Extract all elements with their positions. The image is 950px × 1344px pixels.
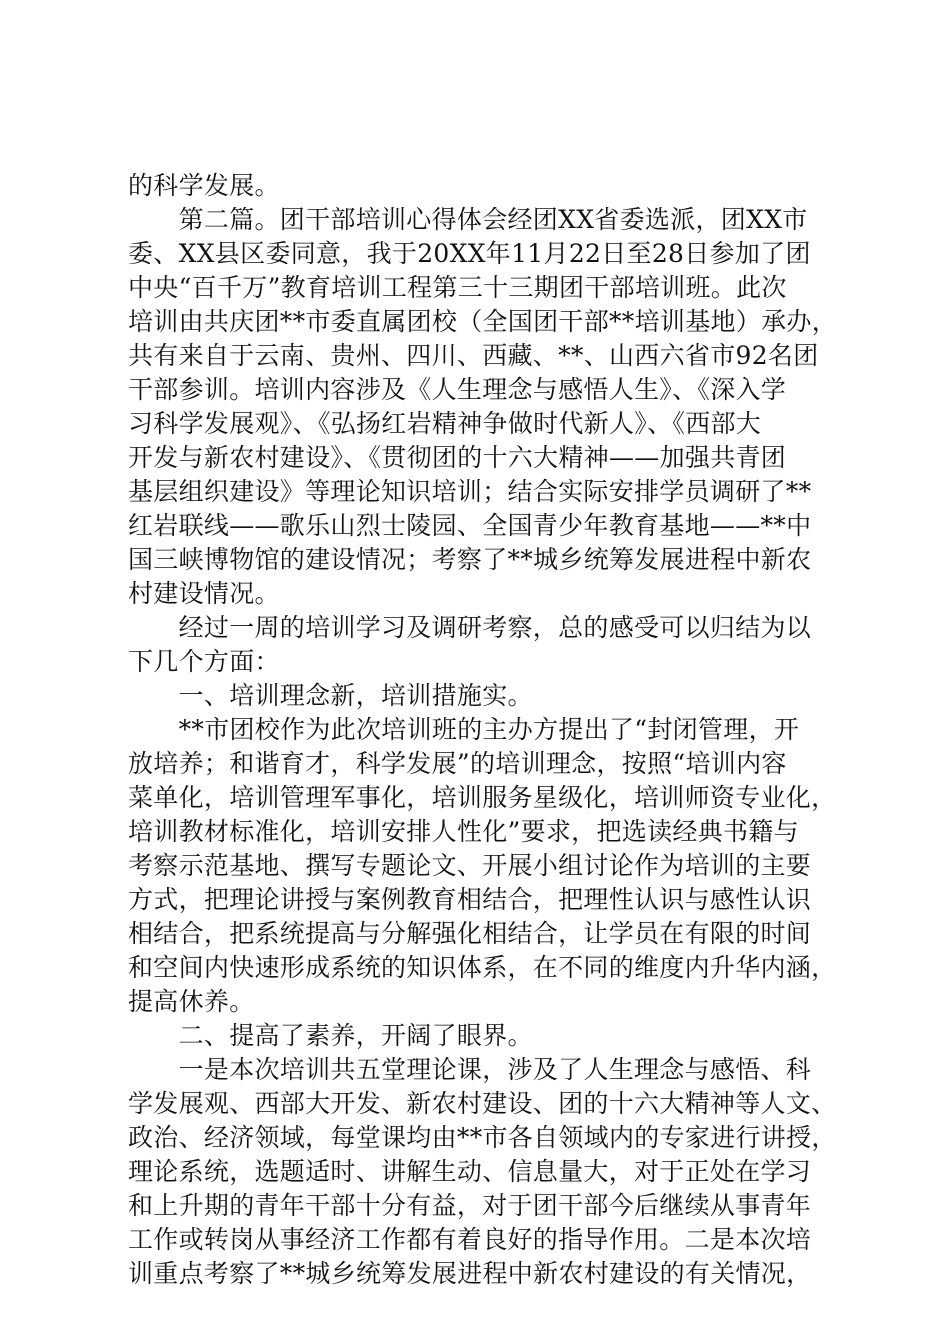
text-line: 中央“百千万”教育培训工程第三十三期团干部培训班。此次	[128, 273, 787, 302]
section-heading: 一、培训理念新，培训措施实。	[128, 681, 533, 710]
text-line: 学发展观、西部大开发、新农村建设、团的十六大精神等人文、	[128, 1089, 837, 1118]
text-line: 政治、经济领域，每堂课均由**市各自领域内的专家进行讲授，	[128, 1123, 837, 1152]
text-line: 和空间内快速形成系统的知识体系，在不同的维度内升华内涵，	[128, 953, 837, 982]
text-line: 提高休养。	[128, 987, 255, 1016]
text-line: 第二篇。团干部培训心得体会经团XX省委选派，团XX市	[128, 205, 808, 234]
text-line: 考察示范基地、撰写专题论文、开展小组讨论作为培训的主要	[128, 851, 812, 880]
text-line: 村建设情况。	[128, 579, 280, 608]
text-line: 开发与新农村建设》、《贯彻团的十六大精神——加强共青团	[128, 443, 787, 472]
text-line: 理论系统，选题适时、讲解生动、信息量大，对于正处在学习	[128, 1157, 812, 1186]
section-heading: 二、提高了素养，开阔了眼界。	[128, 1021, 533, 1050]
text-line: 下几个方面：	[128, 647, 280, 676]
text-line: 委、XX县区委同意，我于20XX年11月22日至28日参加了团	[128, 239, 811, 268]
text-line: 干部参训。培训内容涉及《人生理念与感悟人生》、《深入学	[128, 375, 787, 404]
text-line: 工作或转岗从事经济工作都有着良好的指导作用。二是本次培	[128, 1225, 812, 1254]
text-line: 国三峡博物馆的建设情况；考察了**城乡统筹发展进程中新农	[128, 545, 812, 574]
text-line: 方式，把理论讲授与案例教育相结合，把理性认识与感性认识	[128, 885, 812, 914]
text-line: 经过一周的培训学习及调研考察，总的感受可以归结为以	[128, 613, 812, 642]
text-line: 培训由共庆团**市委直属团校（全国团干部**培训基地）承办，	[128, 307, 838, 336]
text-line: 一是本次培训共五堂理论课，涉及了人生理念与感悟、科	[128, 1055, 812, 1084]
text-line: 培训教材标准化，培训安排人性化”要求，把选读经典书籍与	[128, 817, 799, 846]
text-line: 训重点考察了**城乡统筹发展进程中新农村建设的有关情况，	[128, 1259, 812, 1288]
text-line: 基层组织建设》等理论知识培训；结合实际安排学员调研了**	[128, 477, 812, 506]
text-line: 红岩联线——歌乐山烈士陵园、全国青少年教育基地——**中	[128, 511, 812, 540]
text-line: **市团校作为此次培训班的主办方提出了“封闭管理，开	[128, 715, 800, 744]
text-line: 放培养；和谐育才，科学发展”的培训理念，按照“培训内容	[128, 749, 787, 778]
text-line: 相结合，把系统提高与分解强化相结合，让学员在有限的时间	[128, 919, 812, 948]
text-line: 习科学发展观》、《弘扬红岩精神争做时代新人》、《西部大	[128, 409, 762, 438]
text-line: 共有来自于云南、贵州、四川、西藏、**、山西六省市92名团	[128, 341, 819, 370]
text-line: 菜单化，培训管理军事化，培训服务星级化，培训师资专业化，	[128, 783, 837, 812]
text-line: 和上升期的青年干部十分有益，对于团干部今后继续从事青年	[128, 1191, 812, 1220]
text-line: 的科学发展。	[128, 171, 280, 200]
